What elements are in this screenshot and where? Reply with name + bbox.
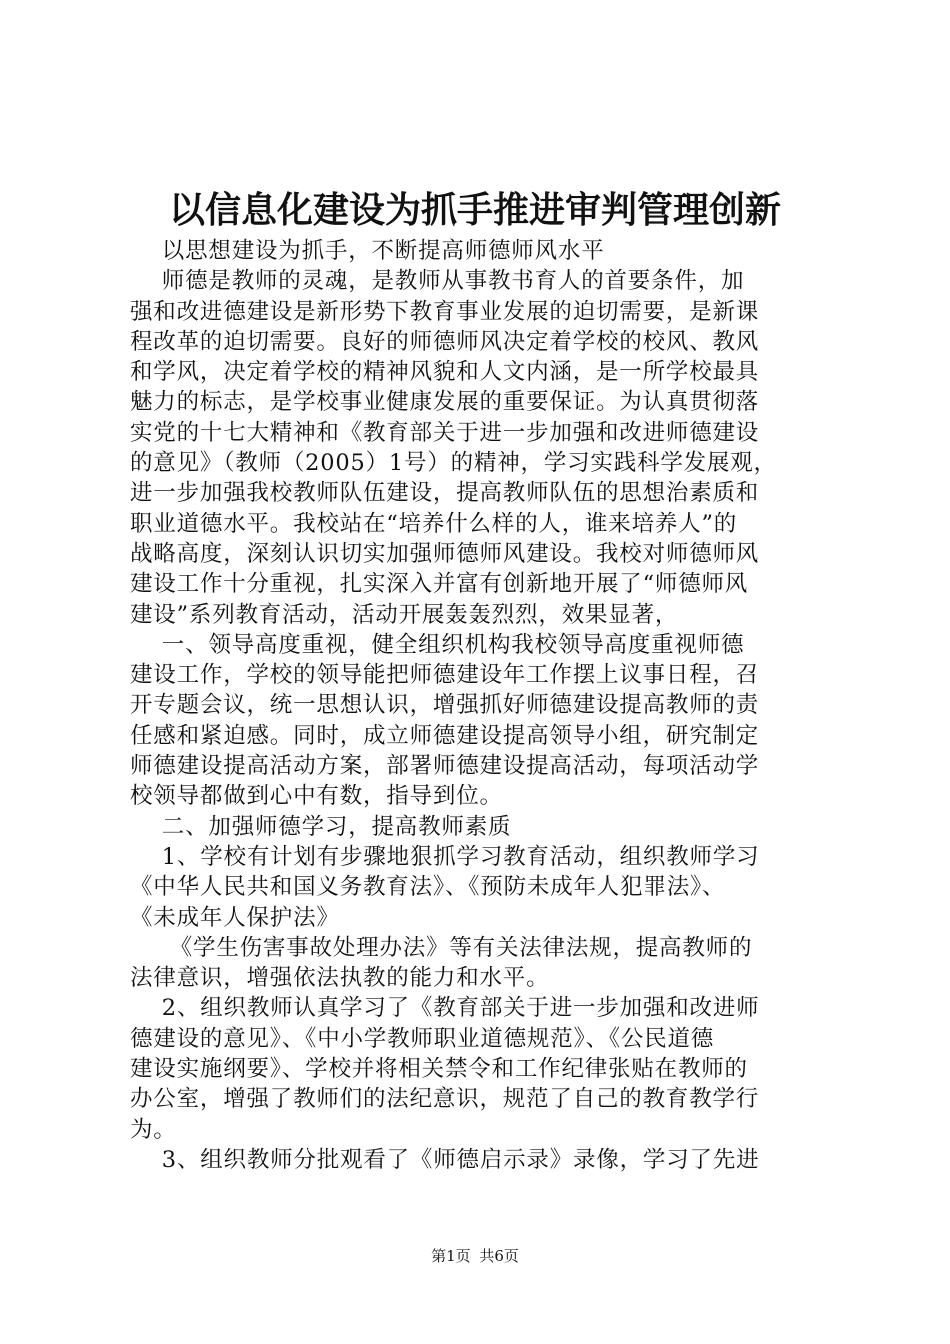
body-line: 二、加强师德学习，提高教师素质 <box>130 813 512 840</box>
body-line: 法律意识，增强依法执教的能力和水平。 <box>130 965 550 992</box>
body-line: 3、组织教师分批观看了《师德启示录》录像，学习了先进 <box>130 1146 760 1173</box>
body-line: 职业道德水平。我校站在“培养什么样的人，谁来培养人”的 <box>130 510 738 537</box>
body-line: 为。 <box>130 1116 177 1143</box>
body-line: 任感和紧迫感。同时，成立师德建设提高领导小组，研究制定 <box>130 722 760 749</box>
body-line: 师德是教师的灵魂，是教师从事教书育人的首要条件，加 <box>130 268 745 295</box>
body-line: 强和改进德建设是新形势下教育事业发展的迫切需要，是新课 <box>130 298 760 325</box>
body-line: 进一步加强我校教师队伍建设，提高教师队伍的思想治素质和 <box>130 480 760 507</box>
body-line: 建设实施纲要》、学校并将相关禁令和工作纪律张贴在教师的 <box>130 1056 748 1083</box>
body-line: 程改革的迫切需要。良好的师德师风决定着学校的校风、教风 <box>130 328 760 355</box>
body-line: 开专题会议，统一思想认识，增强抓好师德建设提高教师的责 <box>130 692 760 719</box>
body-line: 一、领导高度重视，健全组织机构我校领导高度重视师德 <box>130 631 745 658</box>
body-line: 的意见》（教师（2005）1号）的精神，学习实践科学发展观， <box>130 450 777 477</box>
body-line: 《学生伤害事故处理办法》等有关法律法规，提高教师的 <box>130 934 753 961</box>
body-line: 师德建设提高活动方案，部署师德建设提高活动，每项活动学 <box>130 753 760 780</box>
body-line: 《未成年人保护法》 <box>130 904 340 931</box>
document-body <box>130 236 835 1175</box>
body-line: 实党的十七大精神和《教育部关于进一步加强和改进师德建设 <box>130 419 760 446</box>
body-line: 校领导都做到心中有数，指导到位。 <box>130 783 503 810</box>
body-line: 以思想建设为抓手，不断提高师德师风水平 <box>130 238 605 264</box>
page-number: 第1页 <box>431 1247 471 1265</box>
page-footer <box>0 1246 950 1266</box>
body-line: 德建设的意见》、《中小学教师职业道德规范》、《公民道德 <box>130 1025 715 1052</box>
body-line: 1、学校有计划有步骤地狠抓学习教育活动，组织教师学习 <box>130 843 760 870</box>
body-line: 战略高度，深刻认识切实加强师德师风建设。我校对师德师风 <box>130 540 760 567</box>
document-title: 以信息化建设为抓手推进审判管理创新 <box>168 189 781 231</box>
body-line: 建设工作十分重视，扎实深入并富有创新地开展了“师德师风 <box>130 571 749 598</box>
page-total: 共6页 <box>479 1247 519 1265</box>
body-line: 《中华人民共和国义务教育法》、《预防未成年人犯罪法》、 <box>130 874 726 901</box>
body-line: 建设工作，学校的领导能把师德建设年工作摆上议事日程，召 <box>130 662 760 689</box>
body-line: 和学风，决定着学校的精神风貌和人文内涵，是一所学校最具 <box>130 359 760 386</box>
body-line: 2、组织教师认真学习了《教育部关于进一步加强和改进师 <box>130 995 760 1022</box>
body-line: 建设”系列教育活动，活动开展轰轰烈烈，效果显著， <box>130 601 679 628</box>
body-line: 办公室，增强了教师们的法纪意识，规范了自己的教育教学行 <box>130 1086 760 1113</box>
body-line: 魅力的标志，是学校事业健康发展的重要保证。为认真贯彻落 <box>130 389 760 416</box>
